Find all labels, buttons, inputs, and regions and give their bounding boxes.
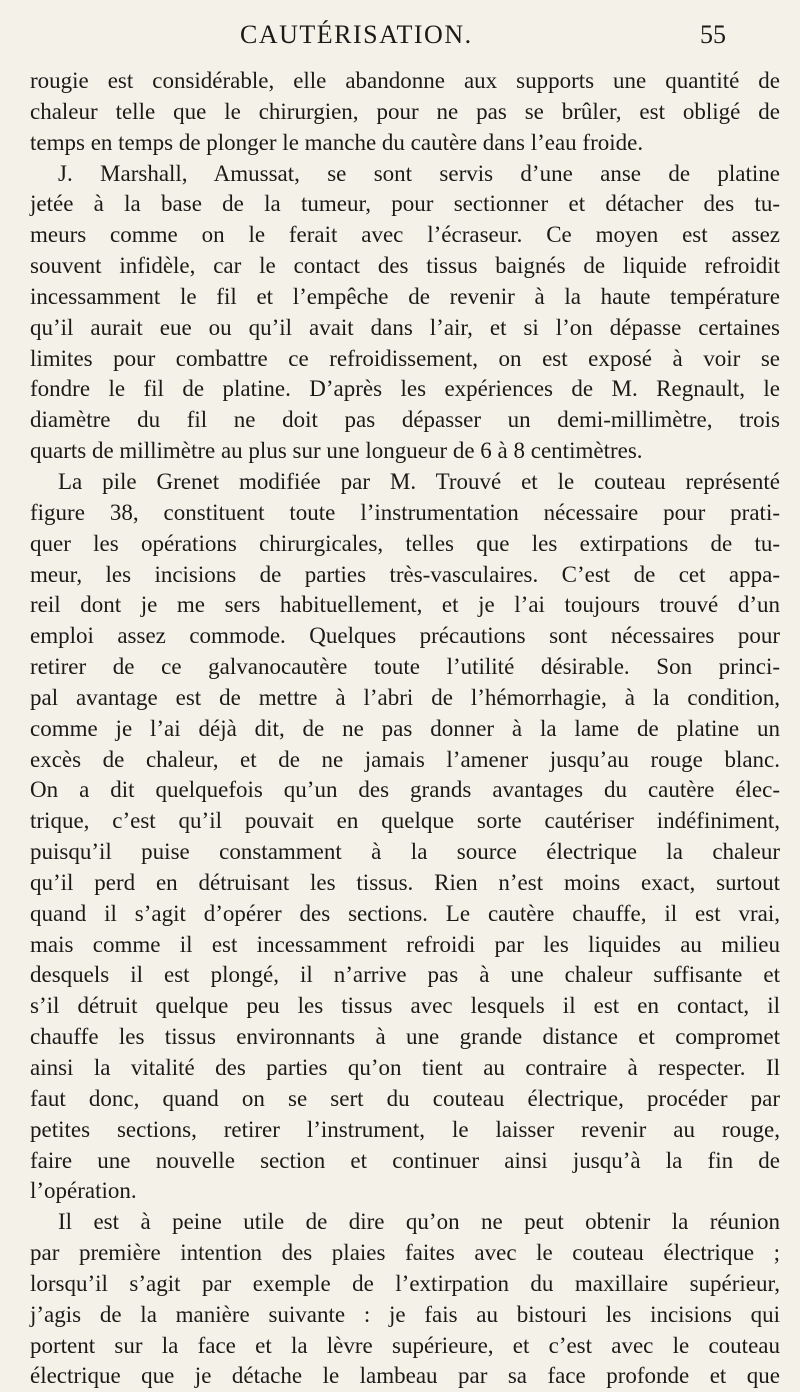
text-line: qu’il aurait eue ou qu’il avait dans l’air, et si l’on dépasse certaines: [30, 314, 780, 340]
text-line: incessamment le fil et l’empêche de revenir à la haute température: [30, 283, 780, 309]
text-line: lorsqu’il s’agit par exemple de l’extirpation du maxillaire supérieur,: [30, 1270, 780, 1296]
text-line: rougie est considérable, elle abandonne aux supports une quantité de: [30, 68, 780, 93]
text-line: retirer de ce galvanocautère toute l’utilité désirable. Son princi-: [30, 654, 780, 680]
text-line: faire une nouvelle section et continuer ainsi jusqu’à la fin de: [30, 1147, 780, 1173]
page-header: [0, 20, 800, 60]
text-line: J. Marshall, Amussat, se sont servis d’une anse de platine: [58, 160, 780, 186]
text-line: meur, les incisions de parties très-vasculaires. C’est de cet appa-: [30, 561, 780, 587]
text-line: desquels il est plongé, il n’arrive pas à une chaleur suffisante et: [30, 962, 780, 988]
text-line: quer les opérations chirurgicales, telles que les extirpations de tu-: [30, 530, 780, 556]
text-line: quand il s’agit d’opérer des sections. Le cautère chauffe, il est vrai,: [30, 900, 780, 926]
text-line: faut donc, quand on se sert du couteau électrique, procéder par: [30, 1085, 780, 1111]
text-line: La pile Grenet modifiée par M. Trouvé et le couteau représenté: [58, 468, 780, 494]
text-line: Il est à peine utile de dire qu’on ne peut obtenir la réunion: [58, 1209, 780, 1235]
text-line: On a dit quelquefois qu’un des grands avantages du cautère élec-: [30, 777, 780, 803]
text-line: souvent infidèle, car le contact des tissus baignés de liquide refroidit: [30, 253, 780, 279]
text-line: l’opération.: [30, 1178, 137, 1204]
text-line: chauffe les tissus environnants à une grande distance et compromet: [30, 1024, 780, 1050]
text-line: trique, c’est qu’il pouvait en quelque sorte cautériser indéfiniment,: [30, 808, 780, 834]
text-line: temps en temps de plonger le manche du cautère dans l’eau froide.: [30, 129, 644, 155]
text-line: excès de chaleur, et de ne jamais l’amener jusqu’au rouge blanc.: [30, 746, 780, 772]
text-line: comme je l’ai déjà dit, de ne pas donner à la lame de platine un: [30, 715, 780, 741]
body-text: [30, 66, 780, 1392]
text-line: puisqu’il puise constamment à la source électrique la chaleur: [30, 839, 780, 865]
text-line: électrique que je détache le lambeau par sa face profonde et que: [30, 1363, 780, 1389]
text-line: meurs comme on le ferait avec l’écraseur. Ce moyen est assez: [30, 222, 780, 248]
text-line: j’agis de la manière suivante : je fais au bistouri les incisions qui: [30, 1301, 780, 1327]
text-line: chaleur telle que le chirurgien, pour ne pas se brûler, est obligé de: [30, 98, 780, 124]
text-line: quarts de millimètre au plus sur une longueur de 6 à 8 centimètres.: [30, 438, 643, 464]
text-line: emploi assez commode. Quelques précautions sont nécessaires pour: [30, 623, 780, 649]
running-title: CAUTÉRISATION.: [240, 20, 473, 49]
text-line: par première intention des plaies faites avec le couteau électrique ;: [30, 1240, 780, 1266]
text-line: s’il détruit quelque peu les tissus avec lesquels il est en contact, il: [30, 993, 780, 1019]
text-line: diamètre du fil ne doit pas dépasser un demi-millimètre, trois: [30, 407, 780, 433]
text-line: portent sur la face et la lèvre supérieure, et c’est avec le couteau: [30, 1332, 780, 1358]
text-line: fondre le fil de platine. D’après les expériences de M. Regnault, le: [30, 376, 780, 402]
text-line: qu’il perd en détruisant les tissus. Rien n’est moins exact, surtout: [30, 869, 780, 895]
text-line: ainsi la vitalité des parties qu’on tient au contraire à respecter. Il: [30, 1055, 780, 1080]
text-line: mais comme il est incessamment refroidi par les liquides au milieu: [30, 931, 780, 957]
page-number: 55: [700, 20, 726, 49]
text-line: pal avantage est de mettre à l’abri de l’hémorrhagie, à la condition,: [30, 684, 780, 710]
text-line: jetée à la base de la tumeur, pour sectionner et détacher des tu-: [30, 191, 780, 217]
text-line: reil dont je me sers habituellement, et je l’ai toujours trouvé d’un: [30, 592, 780, 618]
text-line: figure 38, constituent toute l’instrumentation nécessaire pour prati-: [30, 499, 780, 525]
text-line: limites pour combattre ce refroidissement, on est exposé à voir se: [30, 345, 780, 371]
text-line: petites sections, retirer l’instrument, le laisser revenir au rouge,: [30, 1116, 780, 1142]
